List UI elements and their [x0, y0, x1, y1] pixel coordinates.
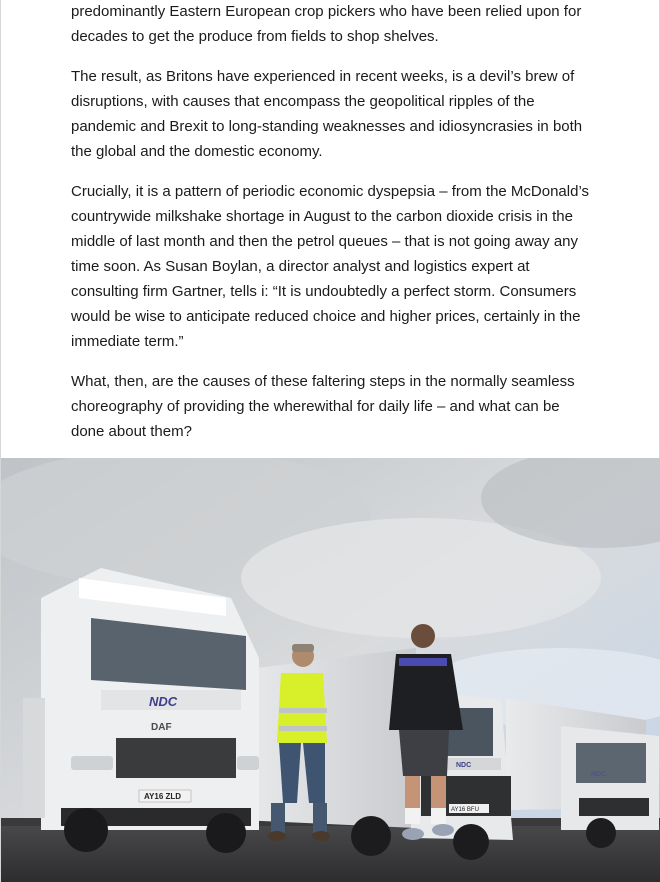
truck-make-text: DAF: [151, 722, 172, 733]
truck-front: [23, 568, 259, 853]
article-body: [71, 0, 593, 459]
article-paragraph: What, then, are the causes of these faltering steps in the normally seamless choreography of providing the wherewithal for daily life – and what can be done about them?: [71, 373, 575, 440]
article-paragraph: The result, as Britons have experienced in recent weeks, is a devil’s brew of disruptions, with causes that encompass the geopolitical ripples of the pandemic and Brexit to long-standing weaknesses and idiosyncrasies in both the global and the domestic economy.: [71, 68, 583, 160]
license-plate: AY16 ZLD: [144, 792, 182, 801]
truck-logo-text: NDC: [149, 694, 178, 709]
article-paragraph: Crucially, it is a pattern of periodic economic dyspepsia – from the McDonald’s countrywide milkshake shortage in August to the carbon dioxide crisis in the middle of last month and then the petrol queues – that is not going away any time soon. As Susan Boylan, a director analyst and logistics expert at consulting firm Gartner, tells i: “It is undoubtedly a perfect storm. Consumers would be wise to anticipate reduced choice and higher prices, certainly in the immediate term.”: [71, 183, 590, 350]
truck-logo-text: NDC: [456, 762, 472, 769]
article-paragraph: predominantly Eastern European crop pickers who have been relied upon for decades to get the produce from fields to shop shelves.: [71, 3, 582, 45]
license-plate: AY16 BFU: [451, 807, 479, 813]
truck-logo-text: NDC: [591, 771, 607, 778]
article-photo: [1, 458, 660, 882]
